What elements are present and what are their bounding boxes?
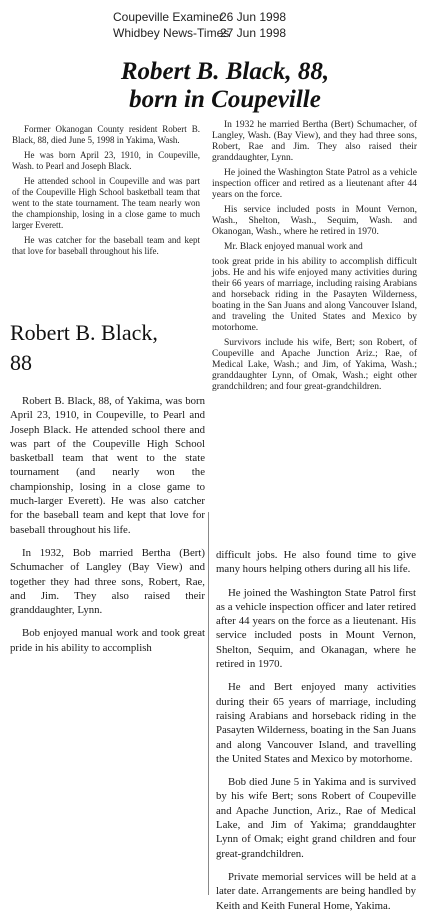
paragraph: Bob enjoyed manual work and took great pride in his ability to accomplish: [10, 627, 205, 654]
paragraph: In 1932, Bob married Bertha (Bert) Schumacher of Langley (Bay View) and together they had three sons, Robert, Rae, and Jim. They also raised their granddaughter, Lynn.: [10, 546, 205, 617]
paragraph: took great pride in his ability to accomplish difficult jobs. He and his wife enjoyed many activities during their 66 years of marriage, including raising Arabians and horseback riding in the Pasayten Wilderness, boating in the San Juans and along Vancouver Island, and traveling the United States and Mexico by motorhome.: [212, 257, 417, 333]
article1-right-column: [212, 120, 417, 397]
paragraph: Private memorial services will be held at a later date. Arrangements are being handled by Keith and Keith Funeral Home, Yakima.: [216, 870, 416, 912]
paragraph: He joined the Washington State Patrol as a vehicle inspection officer and retired as a lieutenant after 44 years on the force.: [212, 168, 417, 200]
paragraph: His service included posts in Mount Vernon, Wash., Shelton, Wash., Sequim, Wash. and Okanogan, Wash., where he retired in 1970.: [212, 205, 417, 237]
paragraph: He attended school in Coupeville and was part of the Coupeville High School basketball team that went to the state tournament. The team nearly won the championship, losing in a close game to much larger Everett.: [12, 176, 200, 230]
paragraph: He and Bert enjoyed many activities during their 65 years of marriage, including raising Arabians and horseback riding in the Pasayten Wilderness, boating in the San Juans and along Vancouver Island, and travelling the United States and Mexico by motorhome.: [216, 681, 416, 765]
paragraph: In 1932 he married Bertha (Bert) Schumacher, of Langley, Wash. (Bay View), and they had three sons, Robert, Rae and Jim. They also raised their granddaughter, Lynn.: [212, 120, 417, 163]
paper-date: 27 Jun 1998: [220, 26, 287, 40]
paper-name: Whidbey News-Times: [113, 26, 230, 40]
article2-right-column: [216, 548, 416, 922]
paper-name: Coupeville Examiner: [113, 10, 224, 24]
header-row-news-times: [113, 26, 287, 40]
title-line: Robert B. Black,: [10, 320, 158, 345]
headline-line: Robert B. Black, 88,: [120, 58, 330, 85]
article1-left-column: [12, 124, 200, 261]
header-row-examiner: [113, 10, 287, 24]
paragraph: Former Okanogan County resident Robert B. Black, 88, died June 5, 1998 in Yakima, Wash.: [12, 124, 200, 145]
paper-date: 26 Jun 1998: [220, 10, 287, 24]
paragraph: Survivors include his wife, Bert; son Robert, of Coupeville and Apache Junction Ariz.; Rae, of Medical Lake, Wash.; and Jim, of Yakima, Wash.; granddaughter Lynn, of Omak, Wash.; eight other grandchildren; and four great-grandchildren.: [212, 338, 417, 392]
article2-title: [10, 318, 200, 378]
column-divider: [208, 512, 209, 895]
article2-left-column: [10, 394, 205, 664]
paragraph: Robert B. Black, 88, of Yakima, was born April 23, 1910, in Coupeville, to Pearl and Joseph Black. He attended school there and was part of the Coupeville High School basketball team that went to the state tournament (and nearly won the championship, losing in a close game to much-larger Everett). He was also catcher for the baseball team and kept that love for baseball throughout his life.: [10, 395, 205, 536]
title-line: 88: [10, 350, 32, 375]
paragraph: He was born April 23, 1910, in Coupeville, Wash. to Pearl and Joseph Black.: [12, 150, 200, 171]
paragraph: Bob died June 5 in Yakima and is survived by his wife Bert; sons Robert of Coupeville and Apache Junction, Ariz., Rae of Medical Lake, and Jim of Yakima; granddaughter Lynn of Omak; eight grand children and four great-grandchildren.: [216, 776, 416, 860]
article1-headline: [60, 58, 390, 114]
paragraph: difficult jobs. He also found time to give many hours helping others during all his life.: [216, 549, 416, 576]
headline-line: born in Coupeville: [129, 86, 321, 113]
paragraph: Mr. Black enjoyed manual work and: [224, 242, 363, 252]
paragraph: He joined the Washington State Patrol first as a vehicle inspection officer and later retired after 44 years on the force as a lieutenant. His service included posts in Mount Vernon, Shelton, Sequim, and Okanagan, where he retired in 1970.: [216, 586, 416, 671]
paragraph: He was catcher for the baseball team and kept that love for baseball throughout his life.: [12, 235, 200, 256]
